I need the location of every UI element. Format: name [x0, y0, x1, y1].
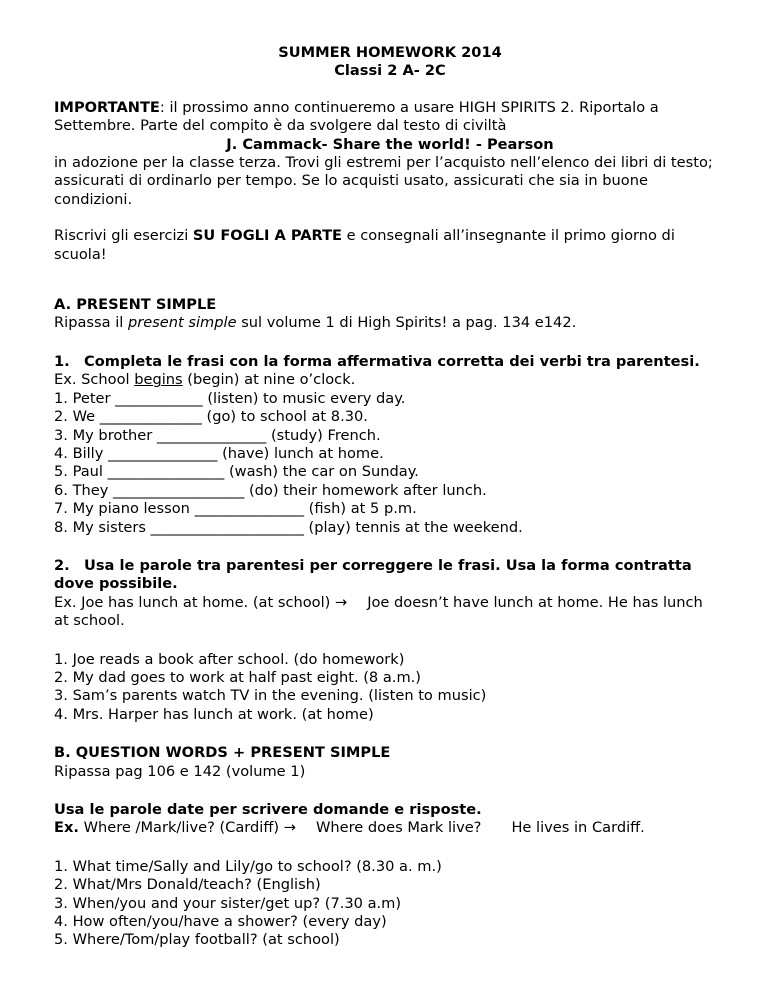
exercise-2-example-cont: at school. — [54, 612, 125, 630]
review-italic: present simple — [127, 314, 237, 332]
list-item: 1. Peter ____________ (listen) to music every day. — [54, 389, 406, 407]
document-title: SUMMER HOMEWORK 2014 — [278, 44, 502, 61]
review-post: sul volume 1 di High Spirits! a pag. 134 e142. — [236, 314, 577, 332]
section-b-title: B. QUESTION WORDS + PRESENT SIMPLE — [54, 744, 391, 762]
section-b-review: Ripassa pag 106 e 142 (volume 1) — [54, 762, 306, 780]
example-label: Ex. — [54, 819, 79, 837]
exercise-1-example — [54, 371, 726, 389]
document-classes: Classi 2 A- 2C — [334, 62, 446, 80]
book-text: in adozione per la classe terza. Trovi gli estremi per l’acquisto nell’elenco dei libri di testo; assicurati di ordinarlo per tempo. Se lo acquisti usato, assicurati che sia in buone condizioni. — [54, 154, 713, 208]
rewrite-pre: Riscrivi gli esercizi — [54, 227, 193, 245]
list-item: 3. When/you and your sister/get up? (7.30 a.m) — [54, 894, 402, 912]
example-answer: Joe doesn’t have lunch at home. He has lunch — [367, 593, 703, 611]
example-post: (begin) at nine o’clock. — [182, 371, 356, 389]
exercise-1-instruction — [54, 353, 726, 371]
list-item: 4. Billy _______________ (have) lunch at home. — [54, 444, 384, 462]
rewrite-post: e consegnali all’insegnante il primo giorno di scuola! — [54, 227, 675, 263]
example-answer-question: Where does Mark live? — [315, 819, 482, 837]
list-item: 1. Joe reads a book after school. (do homework) — [54, 650, 405, 668]
example-verb: begins — [134, 371, 183, 389]
exercise-1-number: 1. — [54, 352, 70, 370]
book-title: J. Cammack- Share the world! - Pearson — [226, 135, 554, 153]
list-item: 2. My dad goes to work at half past eight. (8 a.m.) — [54, 668, 421, 686]
list-item: 4. Mrs. Harper has lunch at work. (at home) — [54, 705, 374, 723]
section-b-example — [54, 819, 726, 837]
list-item: 3. Sam’s parents watch TV in the evening. (listen to music) — [54, 687, 487, 705]
list-item: 3. My brother _______________ (study) French. — [54, 426, 381, 444]
section-a-review — [54, 314, 726, 332]
list-item: 8. My sisters _____________________ (play) tennis at the weekend. — [54, 518, 523, 536]
important-paragraph — [54, 99, 726, 136]
review-pre: Ripassa il — [54, 314, 128, 332]
list-item: 2. What/Mrs Donald/teach? (English) — [54, 876, 321, 894]
section-b-instruction: Usa le parole date per scrivere domande e risposte. — [54, 801, 482, 818]
list-item: 5. Where/Tom/play football? (at school) — [54, 931, 340, 949]
exercise-2-instruction — [54, 557, 726, 594]
section-a-title: A. PRESENT SIMPLE — [54, 296, 217, 314]
list-item: 7. My piano lesson _______________ (fish) at 5 p.m. — [54, 500, 417, 518]
list-item: 5. Paul ________________ (wash) the car on Sunday. — [54, 463, 419, 481]
example-question: Ex. Joe has lunch at home. (at school) → — [54, 593, 348, 611]
list-item: 6. They __________________ (do) their homework after lunch. — [54, 481, 487, 499]
list-item: 1. What time/Sally and Lily/go to school? (8.30 a. m.) — [54, 857, 442, 875]
list-item: 4. How often/you/have a shower? (every day) — [54, 913, 387, 931]
exercise-2-text: Usa le parole tra parentesi per correggere le frasi. Usa la forma contratta dove possibile. — [54, 556, 692, 593]
rewrite-bold: SU FOGLI A PARTE — [192, 227, 343, 245]
rewrite-instruction — [54, 227, 726, 264]
example-question: Where /Mark/live? (Cardiff) → — [78, 819, 296, 837]
example-pre: Ex. School — [54, 371, 135, 389]
exercise-1-text: Completa le frasi con la forma affermativa corretta dei verbi tra parentesi. — [84, 352, 700, 370]
list-item: 2. We ______________ (go) to school at 8.30. — [54, 408, 368, 426]
example-answer: He lives in Cardiff. — [511, 819, 645, 837]
exercise-2-number: 2. — [54, 556, 70, 574]
document-page — [54, 44, 726, 950]
important-text: : il prossimo anno continueremo a usare HIGH SPIRITS 2. Riportalo a Settembre. Parte del compito è da svolgere dal testo di civiltà — [54, 98, 659, 135]
exercise-2-example — [54, 594, 726, 612]
important-label: IMPORTANTE — [54, 98, 160, 116]
